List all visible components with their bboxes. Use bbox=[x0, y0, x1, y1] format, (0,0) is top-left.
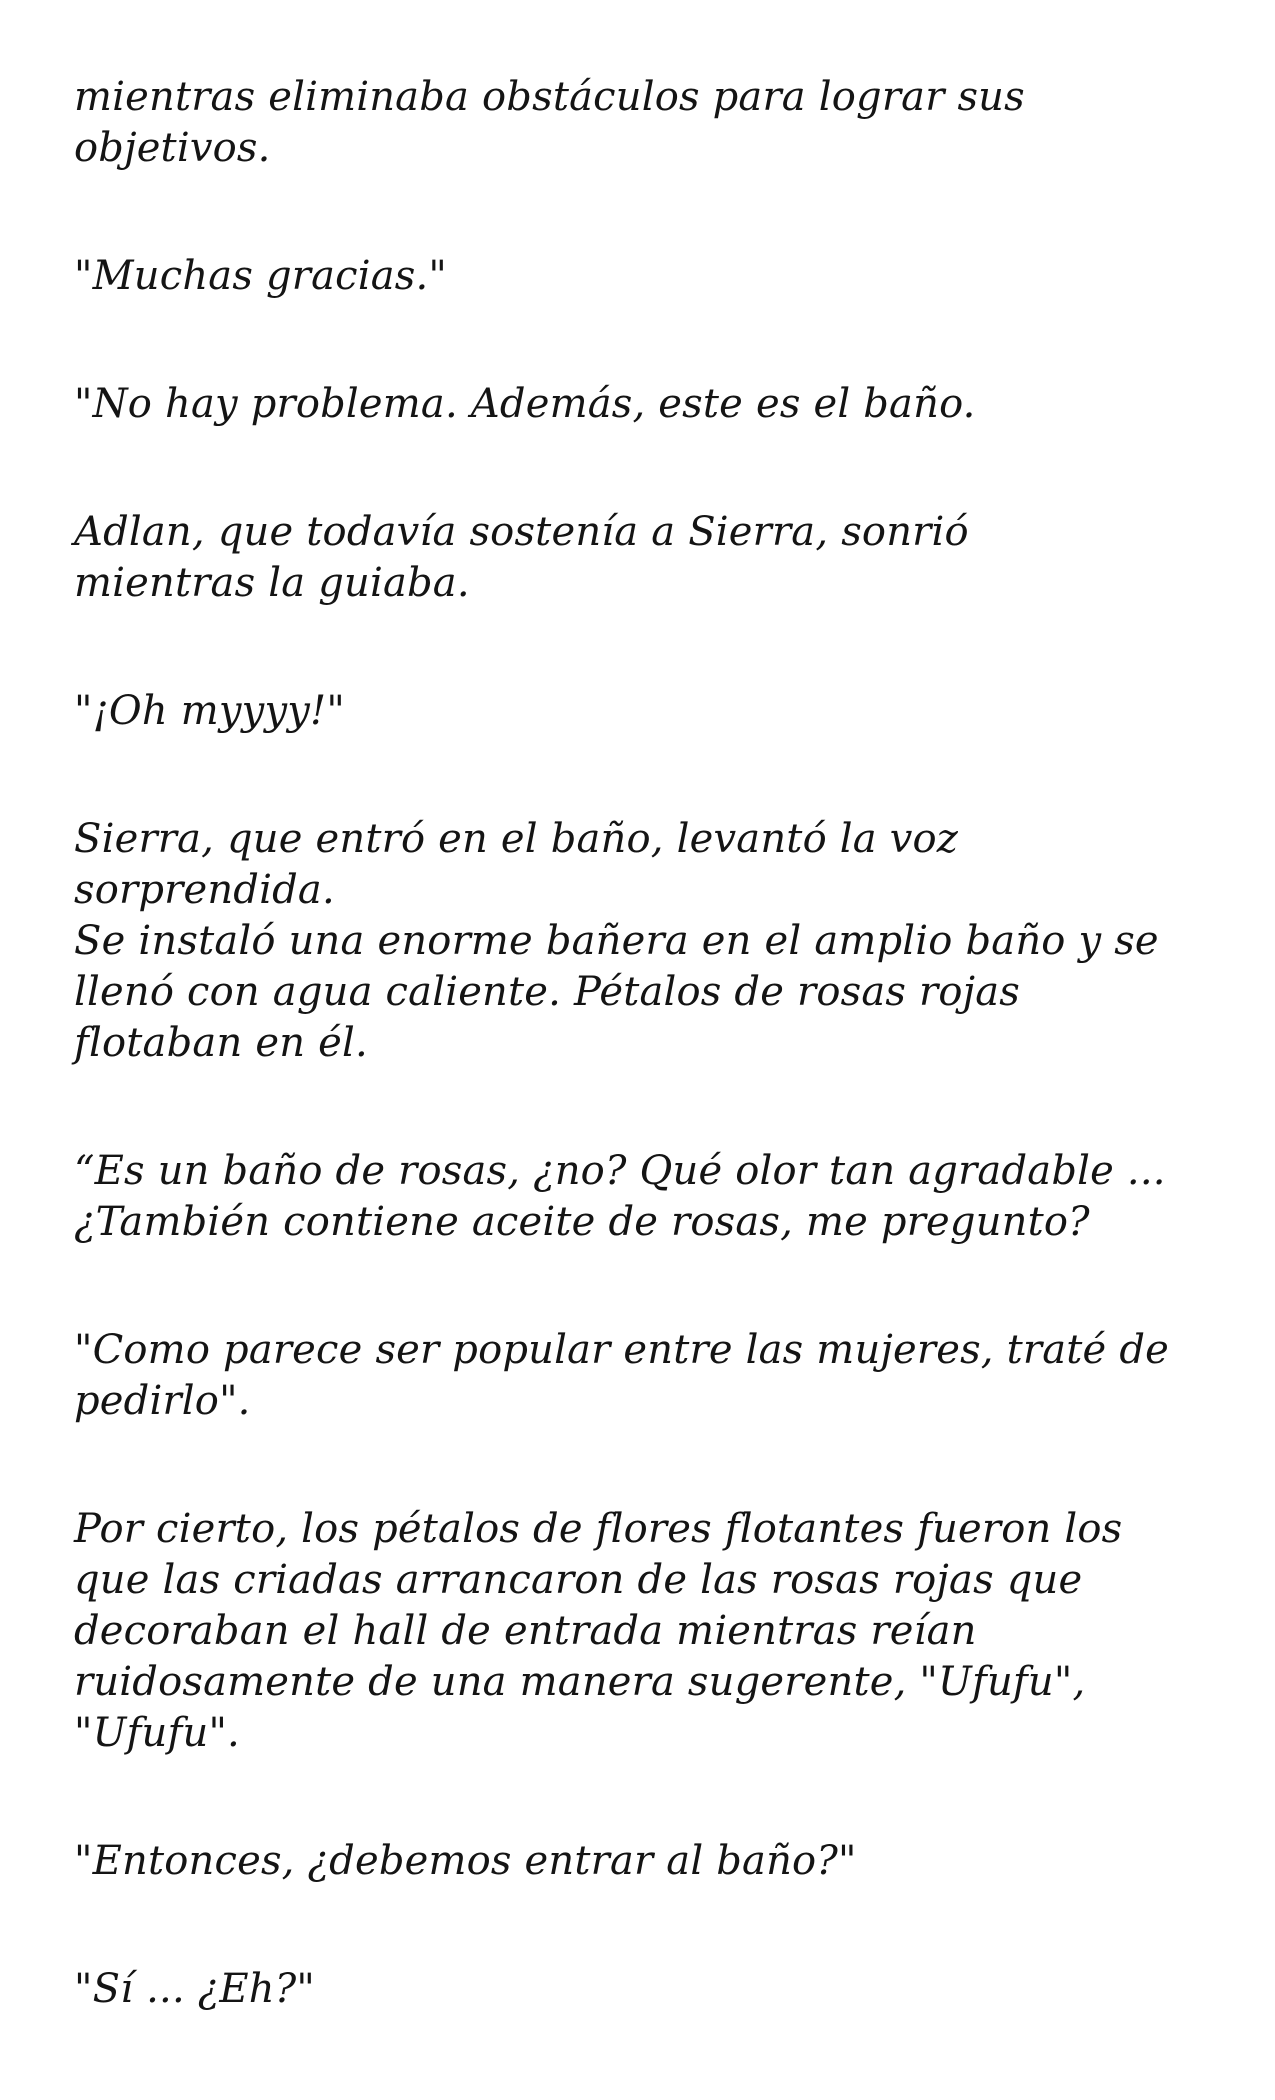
text-line: llenó con agua caliente. Pétalos de rosas rojas bbox=[74, 969, 1021, 1015]
paragraph-4 bbox=[74, 507, 1214, 609]
text-line: "Ufufu". bbox=[74, 1710, 240, 1756]
text-line: Se instaló una enorme bañera en el amplio baño y se bbox=[74, 918, 1159, 964]
text-line: mientras eliminaba obstáculos para lograr sus bbox=[74, 74, 1025, 120]
text-line: objetivos. bbox=[74, 125, 271, 171]
text-line: decoraban el hall de entrada mientras reían bbox=[74, 1608, 977, 1654]
paragraph-7 bbox=[74, 916, 1214, 1069]
paragraph-10 bbox=[74, 1504, 1214, 1759]
paragraph-6 bbox=[74, 814, 1214, 916]
text-line: “Es un baño de rosas, ¿no? Qué olor tan agradable ... bbox=[74, 1148, 1166, 1194]
document-page bbox=[74, 72, 1214, 2092]
text-line: mientras la guiaba. bbox=[74, 560, 470, 606]
text-line: "Muchas gracias." bbox=[74, 253, 448, 299]
text-line: Sierra, que entró en el baño, levantó la voz bbox=[74, 816, 959, 862]
paragraph-12 bbox=[74, 1964, 1214, 2015]
paragraph-5 bbox=[74, 686, 1214, 737]
text-line: "Como parece ser popular entre las mujeres, traté de bbox=[74, 1327, 1170, 1373]
paragraph-1 bbox=[74, 72, 1214, 174]
text-line: Por cierto, los pétalos de flores flotantes fueron los bbox=[74, 1506, 1123, 1552]
text-line: ruidosamente de una manera sugerente, "Ufufu", bbox=[74, 1659, 1086, 1705]
text-line: "Sí ... ¿Eh?" bbox=[74, 1966, 316, 2012]
text-line: ¿También contiene aceite de rosas, me pregunto? bbox=[74, 1199, 1090, 1245]
text-line: "No hay problema. Además, este es el baño. bbox=[74, 381, 976, 427]
paragraph-3 bbox=[74, 379, 1214, 430]
text-line: Adlan, que todavía sostenía a Sierra, sonrió bbox=[74, 509, 969, 555]
text-line: flotaban en él. bbox=[74, 1020, 368, 1066]
paragraph-8 bbox=[74, 1146, 1214, 1248]
paragraph-9 bbox=[74, 1325, 1214, 1427]
text-line: "Entonces, ¿debemos entrar al baño?" bbox=[74, 1838, 857, 1884]
text-line: que las criadas arrancaron de las rosas rojas que bbox=[74, 1557, 1083, 1603]
text-line: pedirlo". bbox=[74, 1378, 251, 1424]
paragraph-2 bbox=[74, 251, 1214, 302]
paragraph-11 bbox=[74, 1836, 1214, 1887]
text-line: "¡Oh myyyy!" bbox=[74, 688, 345, 734]
text-line: sorprendida. bbox=[74, 867, 335, 913]
